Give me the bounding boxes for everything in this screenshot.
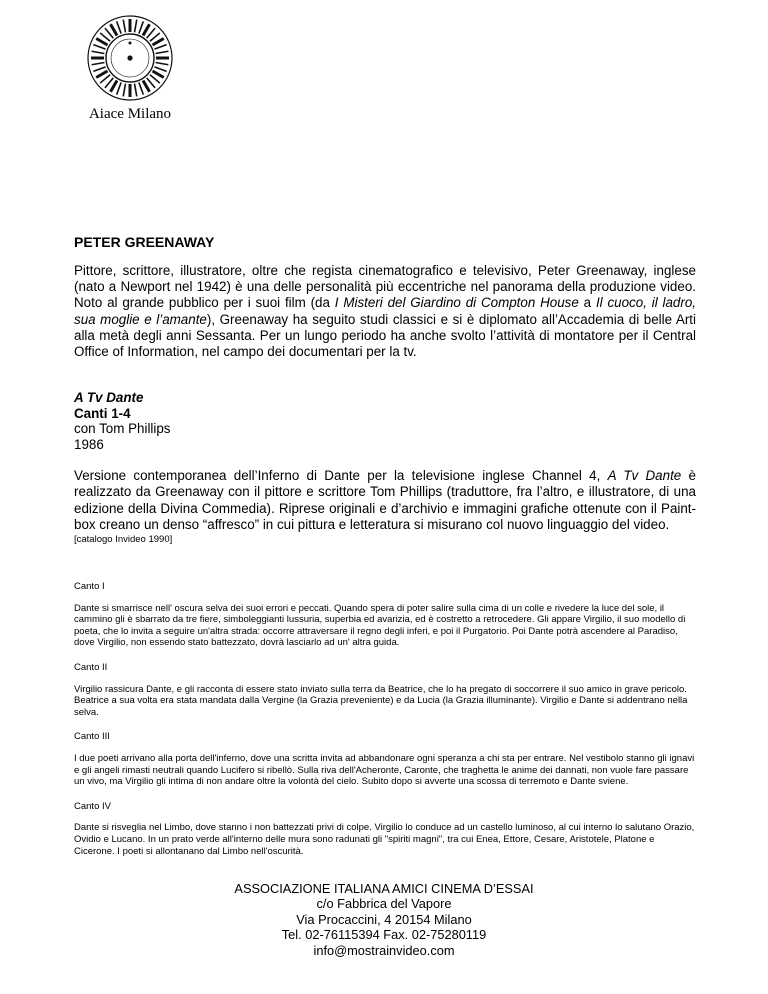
film-year: 1986 <box>74 436 104 452</box>
italic-text: I Misteri del Giardino di Compton House <box>334 295 579 311</box>
footer-org: ASSOCIAZIONE ITALIANA AMICI CINEMA D’ESSAI <box>234 881 534 896</box>
footer-care-of: c/o Fabbrica del Vapore <box>316 896 452 912</box>
footer-phone: Tel. 02-76115394 Fax. 02-75280119 <box>281 927 487 943</box>
document-body <box>74 234 696 870</box>
text-run: è realizzato da Greenaway con il pittore e scrittore Tom Phillips (traduttore, fra l’altro, e illustratore, di una edizione della Divina Commedia). Riprese originali e d’archivio e immagini grafiche ottenute con il Paint-box creano un denso “affresco” in cui pittura e letteratura si misurano col nuovo linguaggio del video. <box>74 468 696 532</box>
canto-text: Virgilio rassicura Dante, e gli racconta di essere stato inviato sulla terra da Beatrice, che lo ha pregato di soccorrere il suo amico in grave pericolo. Beatrice a sua volta era stata mandata dalla Vergine (la Grazia preveniente) e da Lucia (la Grazia illuminante). Virgilio e Dante si addentrano nella selva. <box>74 683 688 718</box>
film-description <box>74 468 696 533</box>
italic-text: Il cuoco, il ladro, sua moglie e l’amante <box>74 295 697 327</box>
citation: [catalogo Invideo 1990] <box>74 534 173 546</box>
footer-email: info@mostrainvideo.com <box>313 942 455 958</box>
canto-text: I due poeti arrivano alla porta dell'inferno, dove una scritta invita ad abbandonare ogni speranza a chi sta per entrare. Nel vestibolo stanno gli ignavi e gli angeli rimasti neutrali quando Lucifero si ribellò. Sulla riva dell'Acheronte, Caronte, che traghetta le anime dei dannati, non vuole fare passare un vivo, ma Virgilio gli intima di non andare oltre la volontà del cielo. Subito dopo si avverte una scossa di terremoto e Dante sviene. <box>74 752 695 788</box>
bio-paragraph <box>74 263 696 360</box>
logo-text: Aiace Milano <box>88 106 172 122</box>
film-collaborator: con Tom Phillips <box>74 421 171 437</box>
footer <box>0 881 768 958</box>
canto-heading: Canto I <box>74 581 105 593</box>
canto-text: Dante si risveglia nel Limbo, dove stanno i non battezzati privi di colpe. Virgilio lo conduce ad un castello luminoso, al cui interno lo salutano Orazio, Ovidio e Lucano. In un prato verde all'interno delle mura sono radunati gli "spiriti magni", tra cui Enea, Ettore, Cesare, Aristotele, Platone e Cicerone. I poeti si allontanano dal Limbo nell'oscurità. <box>74 822 695 857</box>
footer-address: Via Procaccini, 4 20154 Milano <box>296 911 472 927</box>
text-run: Versione contemporanea dell’Inferno di Dante per la televisione inglese Channel 4, <box>74 468 608 484</box>
aiace-emblem-icon <box>86 14 174 102</box>
italic-text: A Tv Dante <box>607 468 682 484</box>
film-title: A Tv Dante <box>74 390 144 406</box>
text-run: Pittore, scrittore, illustratore, oltre che regista cinematografico e televisivo, Peter Greenaway, inglese (nato a Newport nel 1942) è una delle personalità più eccentriche nel panorama della produzione video. Noto al grande pubblico per i suoi film (da <box>74 263 696 311</box>
canto-heading: Canto II <box>74 662 108 673</box>
canto-list <box>74 581 696 857</box>
page-title: PETER GREENAWAY <box>74 234 215 250</box>
canto-heading: Canto III <box>74 731 110 743</box>
aiace-logo <box>68 14 192 123</box>
text-run: a <box>578 295 596 311</box>
canto-heading: Canto IV <box>74 800 111 812</box>
text-run: ), Greenaway ha seguito studi classici e si è diplomato all’Accademia di belle Arti alla metà degli anni Sessanta. Per un lungo periodo ha anche svolto l’attività di montatore per il Central Office of Information, nel campo dei documentari per la tv. <box>74 311 696 360</box>
film-subtitle: Canti 1-4 <box>74 405 131 421</box>
film-info <box>74 390 696 452</box>
canto-text: Dante si smarrisce nell' oscura selva dei suoi errori e peccati. Quando spera di poter salire sulla cima di un colle e rivedere la luce del sole, il cammino gli è sbarrato da tre fiere, simboleggianti lussuria, superbia ed avarizia, ed è costretto a retrocedere. Gli appare Virgilio, il suo modello di poeta, che lo invita a seguire un'altra strada: occorre attraversare il regno degli inferi, e poi il Purgatorio. Poi Dante potrà ascendere al Paradiso, dove Virgilio, non essendo stato battezzato, dovrà lasciarlo ad un' altra guida. <box>74 602 686 649</box>
